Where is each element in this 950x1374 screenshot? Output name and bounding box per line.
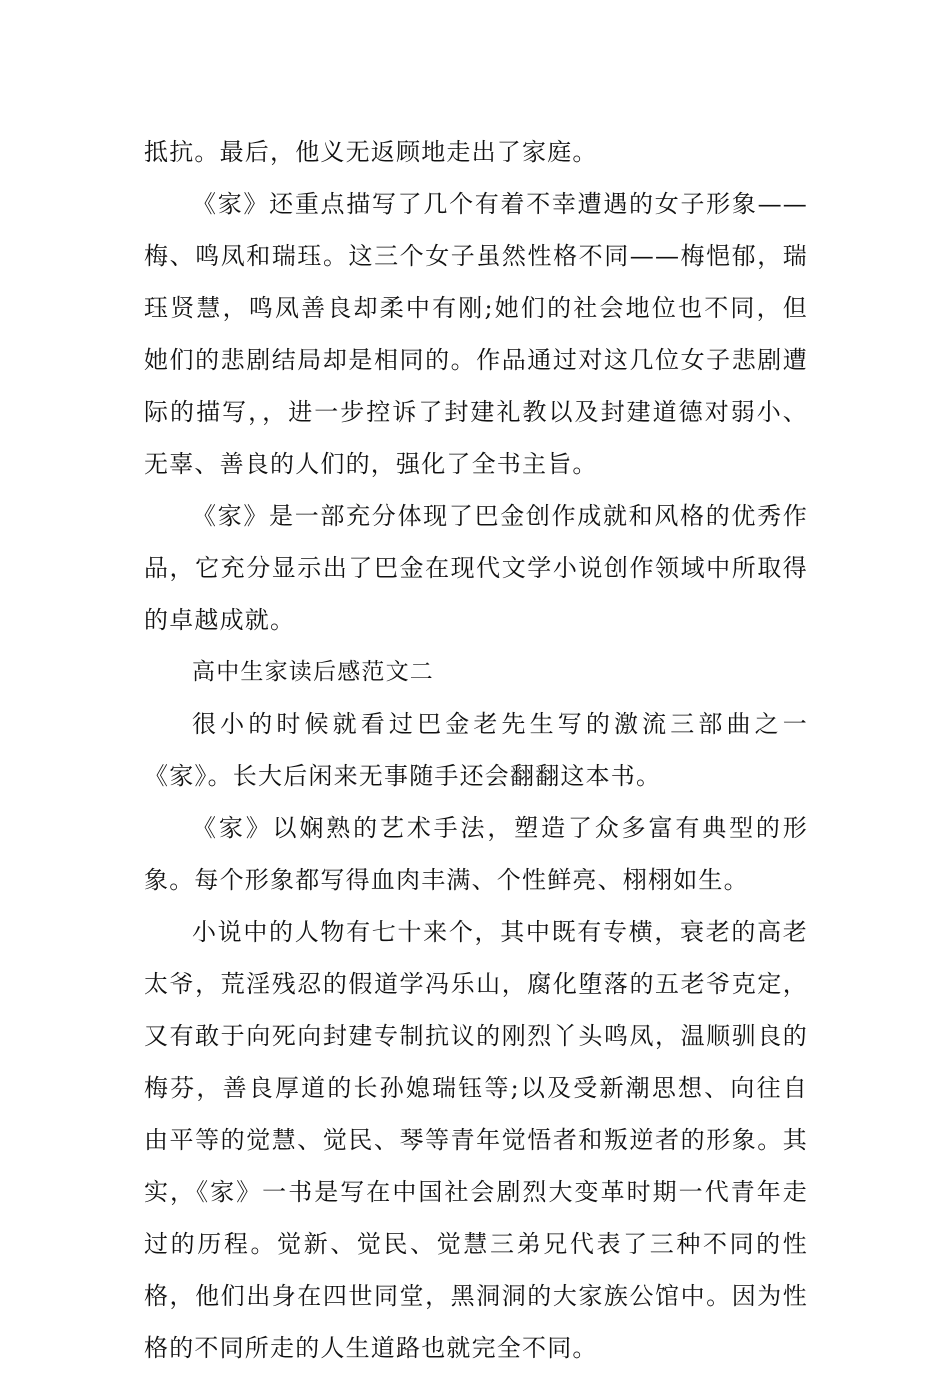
paragraph-work-evaluation: 《家》是一部充分体现了巴金创作成就和风格的优秀作品，它充分显示出了巴金在现代文学小说创作领域中所取得的卓越成就。 xyxy=(144,502,808,634)
paragraph-artistic-technique: 《家》以娴熟的艺术手法，塑造了众多富有典型的形象。每个形象都写得血肉丰满、个性鲜亮、栩栩如生。 xyxy=(144,814,808,894)
document-body xyxy=(144,126,808,1374)
paragraph-female-characters: 《家》还重点描写了几个有着不幸遭遇的女子形象——梅、鸣凤和瑞珏。这三个女子虽然性格不同——梅悒郁，瑞珏贤慧，鸣凤善良却柔中有刚;她们的社会地位也不同，但她们的悲剧结局却是相同的。作品通过对这几位女子悲剧遭际的描写，，进一步控诉了封建礼教以及封建道德对弱小、无辜、善良的人们的，强化了全书主旨。 xyxy=(144,190,808,478)
paragraph-continuation: 抵抗。最后，他义无返顾地走出了家庭。 xyxy=(144,138,598,166)
paragraph-characters: 小说中的人物有七十来个，其中既有专横，衰老的高老太爷，荒淫残忍的假道学冯乐山，腐化堕落的五老爷克定，又有敢于向死向封建专制抗议的刚烈丫头鸣凤，温顺驯良的梅芬，善良厚道的长孙媳瑞钰等;以及受新潮思想、向往自由平等的觉慧、觉民、琴等青年觉悟者和叛逆者的形象。其实，《家》一书是写在中国社会剧烈大变革时期一代青年走过的历程。觉新、觉民、觉慧三弟兄代表了三种不同的性格，他们出身在四世同堂，黑洞洞的大家族公馆中。因为性格的不同所走的人生道路也就完全不同。 xyxy=(144,918,808,1362)
section-heading: 高中生家读后感范文二 xyxy=(192,659,434,685)
paragraph-reading-memory: 很小的时候就看过巴金老先生写的激流三部曲之一《家》。长大后闲来无事随手还会翻翻这本书。 xyxy=(144,710,808,790)
